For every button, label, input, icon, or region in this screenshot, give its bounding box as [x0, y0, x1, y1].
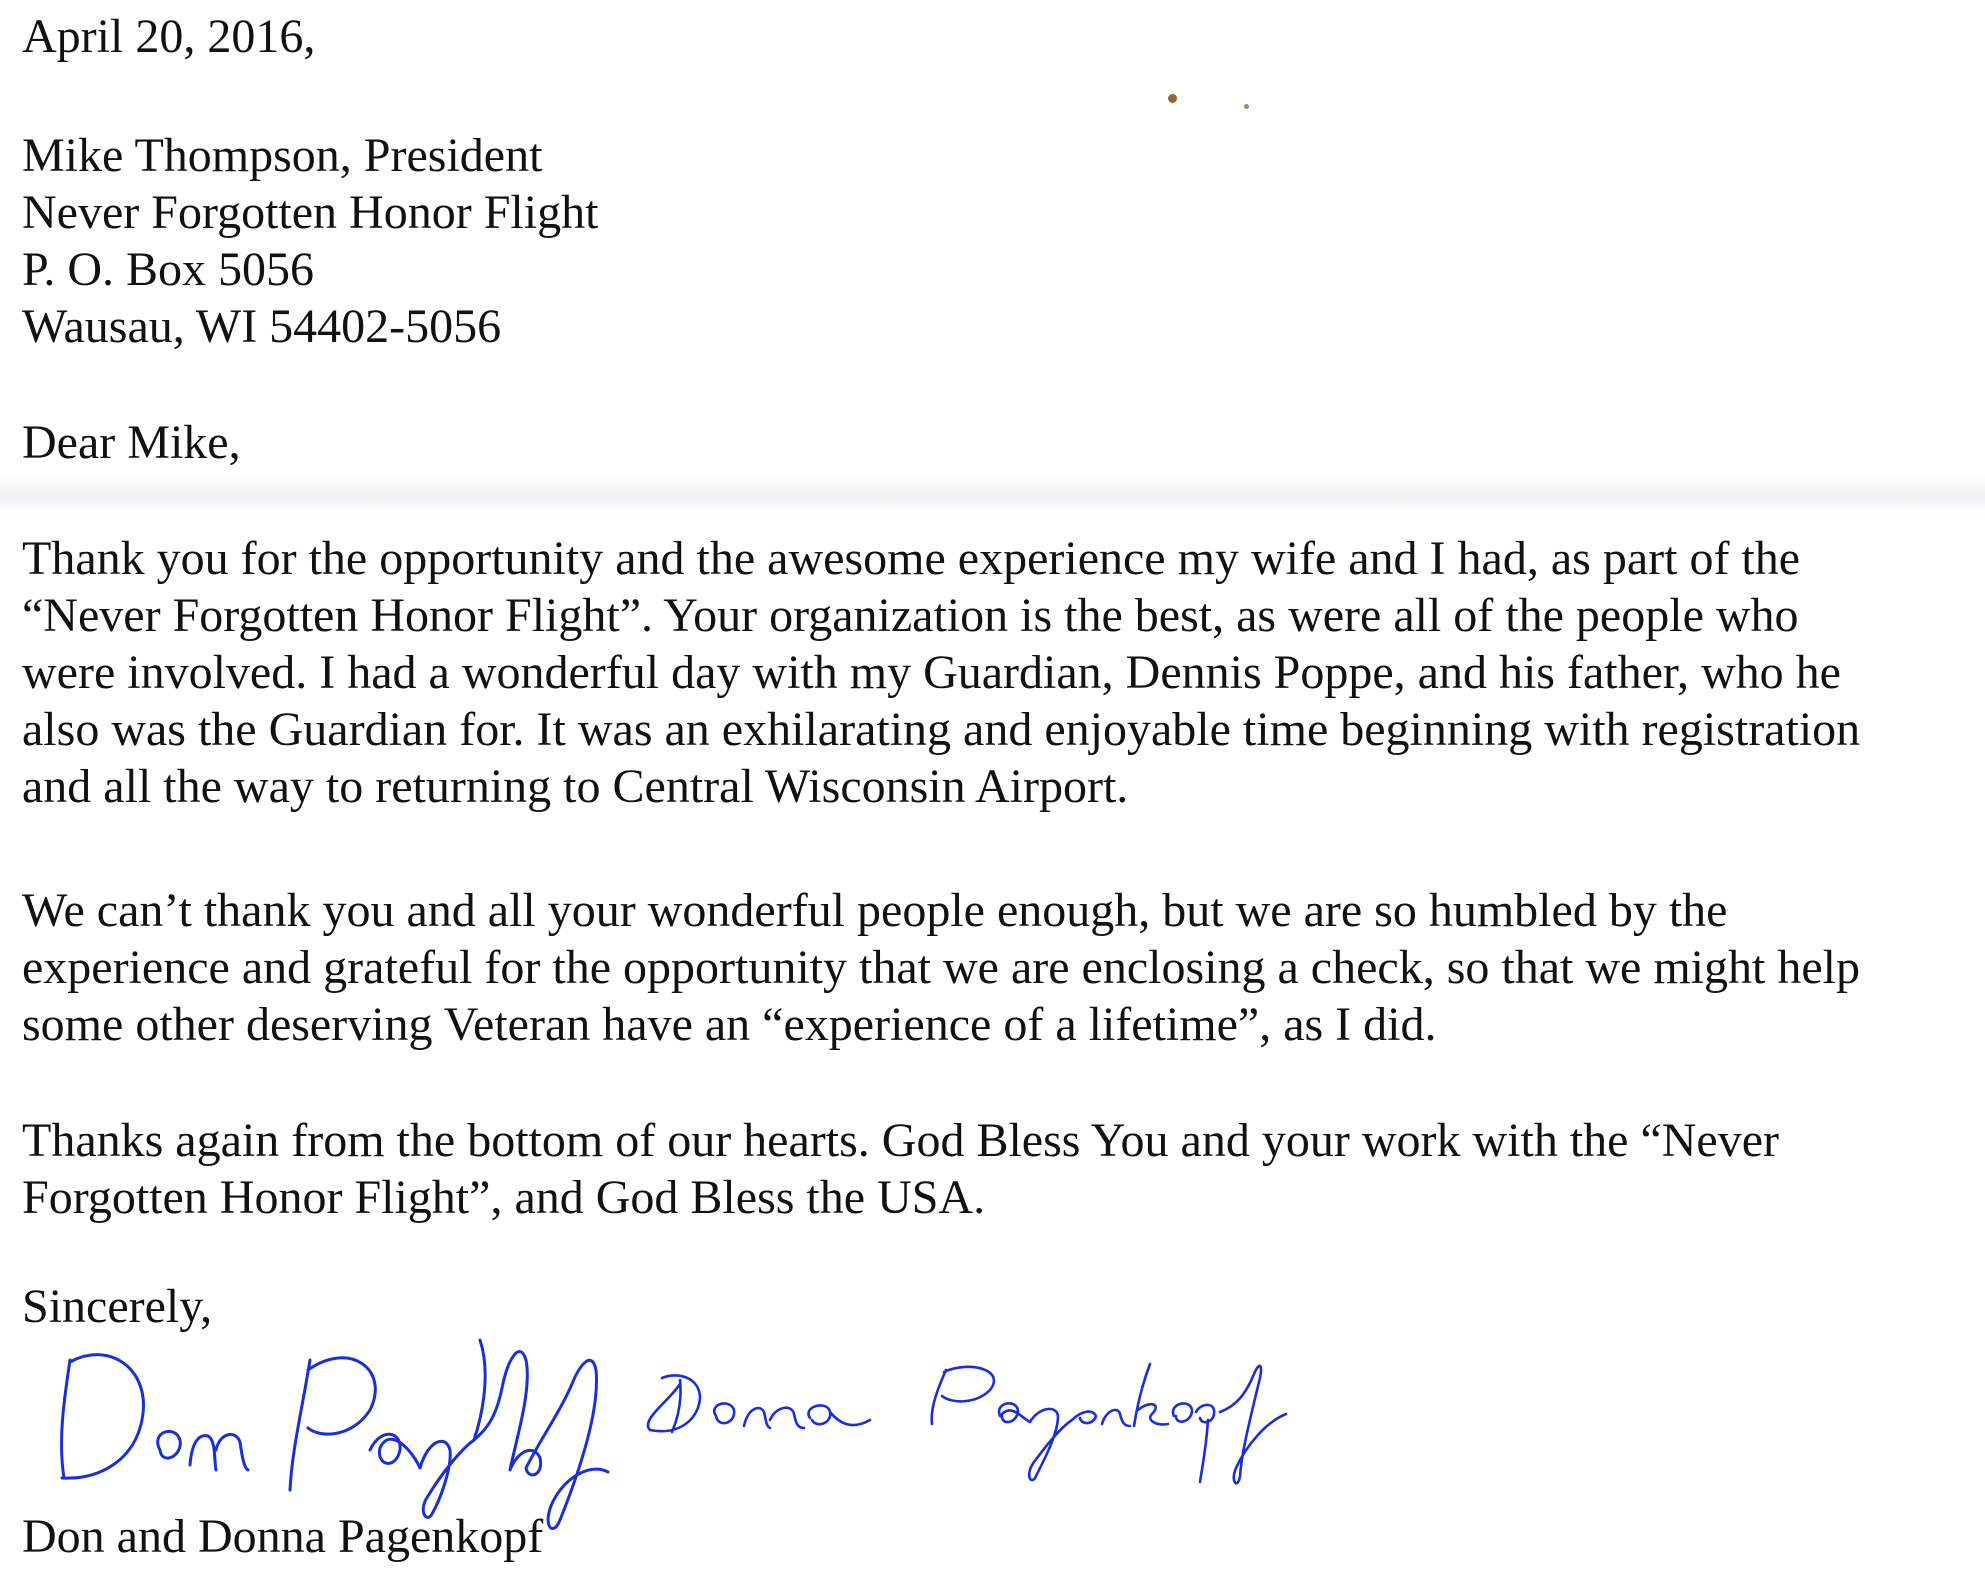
- paragraph-line: were involved. I had a wonderful day with my Guardian, Dennis Poppe, and his father, who he: [22, 646, 1841, 699]
- paragraph-3: [22, 1112, 1962, 1226]
- handwritten-signatures: [40, 1300, 1680, 1530]
- recipient-city-state-zip: Wausau, WI 54402-5056: [22, 300, 502, 353]
- signature-don-pagenkopf: [62, 1340, 608, 1529]
- scan-shade: [0, 475, 1985, 515]
- date-text: April 20, 2016,: [22, 10, 316, 63]
- paper-speck: [1244, 104, 1249, 109]
- signed-names-text: Don and Donna Pagenkopf: [22, 1510, 544, 1563]
- signature-donna-pagenkopf: [648, 1364, 1286, 1483]
- paragraph-line: “Never Forgotten Honor Flight”. Your organization is the best, as were all of the people who: [22, 589, 1799, 642]
- paragraph-line: We can’t thank you and all your wonderful people enough, but we are so humbled by the: [22, 884, 1728, 937]
- paragraph-line: and all the way to returning to Central Wisconsin Airport.: [22, 760, 1129, 813]
- recipient-po-box: P. O. Box 5056: [22, 243, 315, 296]
- salutation: [22, 414, 241, 471]
- recipient-organization: Never Forgotten Honor Flight: [22, 186, 599, 239]
- closing-text: Sincerely,: [22, 1280, 213, 1333]
- paragraph-2: [22, 882, 1962, 1053]
- paragraph-1: [22, 530, 1962, 815]
- recipient-name: Mike Thompson, President: [22, 129, 543, 182]
- paragraph-line: Thanks again from the bottom of our hearts. God Bless You and your work with the “Never: [22, 1114, 1780, 1167]
- letter-date: [22, 8, 315, 65]
- signed-names: [22, 1508, 543, 1565]
- recipient-address: [22, 127, 598, 355]
- paragraph-line: experience and grateful for the opportunity that we are enclosing a check, so that we might help: [22, 941, 1860, 994]
- paragraph-line: also was the Guardian for. It was an exhilarating and enjoyable time beginning with registration: [22, 703, 1861, 756]
- paragraph-line: Thank you for the opportunity and the awesome experience my wife and I had, as part of the: [22, 532, 1801, 585]
- paragraph-line: some other deserving Veteran have an “experience of a lifetime”, as I did.: [22, 998, 1437, 1051]
- paragraph-line: Forgotten Honor Flight”, and God Bless the USA.: [22, 1171, 986, 1224]
- paper-speck: [1168, 94, 1177, 103]
- salutation-text: Dear Mike,: [22, 416, 241, 469]
